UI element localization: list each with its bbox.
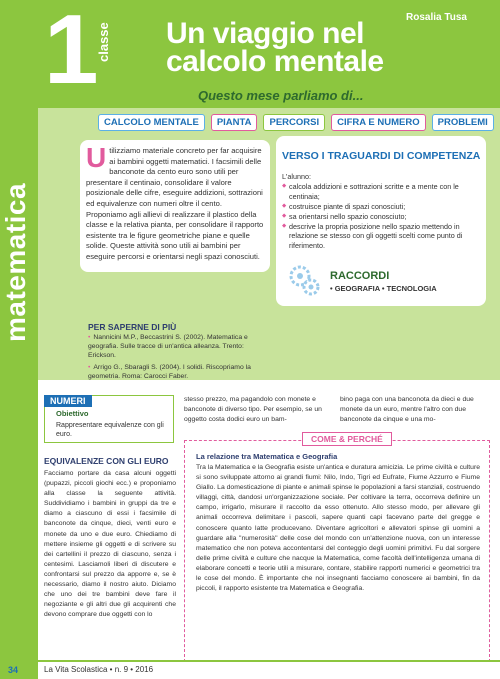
- intro-text: [86, 142, 264, 263]
- class-label: classe: [96, 22, 111, 62]
- topics-row: [98, 114, 494, 131]
- sidebar-text: Tra la Matematica e la Geografia esiste un'antica e duratura amicizia. Le prime civiltà e culture si sono sviluppate attorno ai grandi fiumi: Nilo, Indo, Tigri ed Eufrate, Fiume Azzurro e Fiume Giallo. La domesticazione di piante e animali spinse le popolazioni a farsi stanziali, costruendo villaggi, città, dandosi un'organizzazione sociale. Per coltivare la terra, occorreva definire un campo, irrigarlo, misurare il raccolto da esso ottenuto. Allo stesso modo, per allevare gli animali occorreva delimitare i pascoli, sapere quanti capi facevano parte del gregge e conoscere quanto latte producevano. Diventare agricoltori e allevatori spinse gli uomini a guardare alla "numerosità" delle cose del mondo con un'attenzione nuova, con un interesse matematico che non poteva accontentarsi del conteggio degli uomini primitivi. Fu dal sorgere delle prime civiltà e culture che nacque la Matematica, come facoltà dell'intelligenza umana di elaborare concetti e teorie utili a misurare, contare, stabilire rapporti numerici e geometrici tra le cose del mondo. È importante che noi insegnanti facciamo conoscere ai bambini, fin da piccoli, il rapporto esistente tra Matematica e Geografia.: [196, 464, 480, 593]
- topic-problemi: PROBLEMI: [432, 114, 494, 131]
- sidebar-tag: COME & PERCHÉ: [302, 432, 392, 446]
- side-strip: [0, 0, 38, 679]
- goals-intro: L'alunno:: [282, 172, 311, 181]
- goal-item: ◆ descrive la propria posizione nello spazio mettendo in relazione se stesso con gli oggetti scelti come punto di riferimento.: [282, 222, 482, 251]
- further-reading-title: PER SAPERNE DI PIÙ: [88, 322, 177, 332]
- gears-icon: [286, 262, 322, 298]
- footer-rule: [0, 660, 500, 662]
- activity-text-continued: stesso prezzo, ma pagandolo con monete e banconote di diverso tipo. Per esempio, se un oggetto costa dodici euro un bam-: [184, 396, 322, 424]
- objective-label: Obiettivo: [56, 409, 89, 418]
- goals-title: VERSO I TRAGUARDI DI COMPETENZA: [282, 150, 481, 162]
- goal-item: ◆ calcola addizioni e sottrazioni scritte e a mente con le centinaia;: [282, 182, 482, 201]
- topics-heading: Questo mese parliamo di...: [198, 88, 364, 103]
- sidebar-title: La relazione tra Matematica e Geografia: [196, 452, 338, 461]
- reading-item: • Arrigo G., Sbaragli S. (2004). I solidi. Riscopriamo la geometria. Roma: Carocci Faber.: [88, 364, 268, 382]
- activity-title: EQUIVALENZE CON GLI EURO: [44, 456, 169, 466]
- topic-pianta: PIANTA: [211, 114, 258, 131]
- goals-list: [282, 182, 482, 251]
- further-reading-list: [88, 334, 268, 386]
- connections-items: • GEOGRAFIA • TECNOLOGIA: [330, 284, 437, 293]
- title-line-2: calcolo mentale: [166, 45, 384, 78]
- page-title: [166, 17, 384, 78]
- author-name: Rosalia Tusa: [406, 12, 467, 23]
- goal-item: ◆ costruisce piante di spazi conosciuti;: [282, 202, 482, 212]
- drop-cap: U: [86, 142, 107, 173]
- topic-calcolo: CALCOLO MENTALE: [98, 114, 205, 131]
- topic-percorsi: PERCORSI: [263, 114, 325, 131]
- goal-item: ◆ sa orientarsi nello spazio conosciuto;: [282, 212, 482, 222]
- class-number: 1: [44, 0, 99, 104]
- journal-info: La Vita Scolastica • n. 9 • 2016: [44, 665, 154, 674]
- activity-text-continued-2: bino paga con una banconota da dieci e due monete da un euro, mentre l'altro con due banconote da cinque e una mo-: [340, 396, 474, 424]
- connections-title: RACCORDI: [330, 270, 390, 282]
- intro-body: tilizziamo materiale concreto per far acquisire ai bambini oggetti matematici. I facsimili delle banconote da cento euro sono utili per presentare il centinaio, consolidare il valore posizionale delle cifre, eseguire addizioni, sottrazioni ed equivalenze con numeri oltre il cento. Proponiamo agli allievi di realizzare il plastico della classe e la relativa pianta, per consolidare il rapporto esistente tra le figure geometriche piane e quelle solide. Queste attività sono utili ai bambini per eseguire percorsi e orientarsi negli spazi conosciuti.: [86, 146, 264, 261]
- section-tag: NUMERI: [44, 395, 92, 407]
- objective-text: Rappresentare equivalenze con gli euro.: [56, 422, 164, 438]
- title-line-1: Un viaggio nel: [166, 17, 365, 50]
- activity-text: Facciamo portare da casa alcuni oggetti (pupazzi, piccoli giochi ecc.) e proponiamo alla classe la seguente attività. Suddividiamo i bambini in gruppi da tre e diamo a ciascuno di essi i facsimile di banconote da cinque, dieci, venti euro e monete da uno e due euro. Chiediamo di mettere insieme gli oggetti e di scrivere su dei cartellini il prezzo di ciascuno, senza i centesimi. Lasciamoli liberi di discutere e confrontarsi sul prezzo da apporre e, se è necessario, diamo il nostro aiuto. Diciamo che uno dei tre bambini deve fare il negoziante e gli altri due gli acquirenti che devono comprare due oggetti con lo: [44, 470, 176, 619]
- page-number: 34: [8, 665, 19, 675]
- topic-cifra: CIFRA E NUMERO: [331, 114, 426, 131]
- subject-label: matematica: [0, 182, 31, 342]
- reading-item: • Nannicini M.P., Beccastrini S. (2002). Matematica e geografia. Sulle tracce di un'antica alleanza. Trento: Erickson.: [88, 334, 268, 360]
